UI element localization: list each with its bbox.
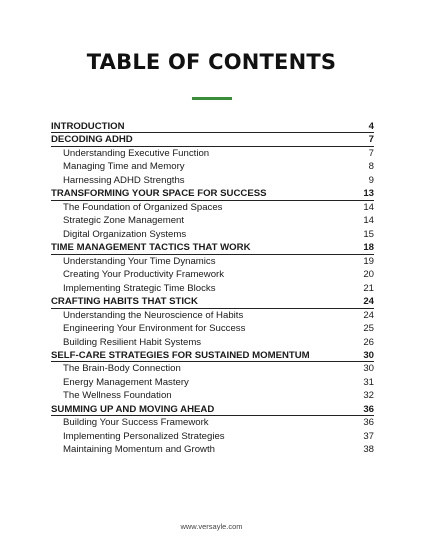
toc-entry-label: DECODING ADHD [51,134,133,146]
toc-page-number: 25 [363,323,374,335]
toc-entry-label: SUMMING UP AND MOVING AHEAD [51,403,215,415]
toc-section-row[interactable] [51,416,374,429]
toc-section-row[interactable] [51,160,374,173]
toc-section-row[interactable] [51,228,374,241]
toc-page-number: 14 [363,215,374,227]
toc-page-number: 13 [363,188,374,200]
toc-section-row[interactable] [51,336,374,349]
toc-page-number: 7 [368,147,374,159]
toc-section-row[interactable] [51,443,374,456]
toc-entry-label: Harnessing ADHD Strengths [63,174,185,186]
toc-entry-label: The Foundation of Organized Spaces [63,201,223,213]
toc-entry-label: Engineering Your Environment for Success [63,323,246,335]
toc-section-row[interactable] [51,362,374,375]
toc-entry-label: Creating Your Productivity Framework [63,269,225,281]
toc-page-number: 30 [363,349,374,361]
toc-section-row[interactable] [51,214,374,227]
toc-chapter-row[interactable] [51,241,374,254]
toc-page-number: 36 [363,417,374,429]
toc-page-number: 31 [363,376,374,388]
toc-chapter-row[interactable] [51,295,374,308]
toc-page-number: 36 [363,403,374,415]
toc-page-number: 24 [363,296,374,308]
toc-page-number: 8 [368,161,374,173]
toc-page-number: 38 [363,444,374,456]
toc-page-number: 9 [368,174,374,186]
toc-section-row[interactable] [51,174,374,187]
toc-section-row[interactable] [51,268,374,281]
toc-chapter-row[interactable] [51,349,374,362]
toc-chapter-row[interactable] [51,133,374,146]
page-title: TABLE OF CONTENTS [86,50,337,74]
toc-entry-label: Building Resilient Habit Systems [63,336,202,348]
toc-entry-label: Digital Organization Systems [63,228,187,240]
toc-section-row[interactable] [51,389,374,402]
toc-section-row[interactable] [51,282,374,295]
toc-page-number: 18 [363,242,374,254]
toc-section-row[interactable] [51,430,374,443]
toc-entry-label: Strategic Zone Management [63,215,185,227]
toc-section-row[interactable] [51,376,374,389]
toc-page-number: 19 [363,255,374,267]
toc-section-row[interactable] [51,201,374,214]
toc-chapter-row[interactable] [51,403,374,416]
toc-page-number: 24 [363,309,374,321]
toc-entry-label: CRAFTING HABITS THAT STICK [51,296,198,308]
table-of-contents [51,120,374,457]
toc-page-number: 7 [368,134,374,146]
toc-page-number: 32 [363,390,374,402]
toc-page-number: 37 [363,430,374,442]
toc-entry-label: SELF-CARE STRATEGIES FOR SUSTAINED MOMENTUM [51,349,310,361]
toc-page-number: 20 [363,269,374,281]
toc-page-number: 30 [363,363,374,375]
toc-section-row[interactable] [51,309,374,322]
toc-entry-label: Understanding the Neuroscience of Habits [63,309,244,321]
toc-chapter-row[interactable] [51,120,374,133]
toc-entry-label: The Wellness Foundation [63,390,172,402]
toc-page-number: 15 [363,228,374,240]
toc-entry-label: Maintaining Momentum and Growth [63,444,215,456]
toc-page-number: 21 [363,282,374,294]
footer-website: www.versayle.com [180,522,243,531]
toc-section-row[interactable] [51,322,374,335]
toc-entry-label: Understanding Executive Function [63,147,210,159]
toc-page-number: 26 [363,336,374,348]
toc-entry-label: Energy Management Mastery [63,376,189,388]
toc-entry-label: INTRODUCTION [51,121,125,132]
toc-page-number: 14 [363,201,374,213]
toc-entry-label: The Brain-Body Connection [63,363,181,375]
toc-page-number: 4 [368,121,374,132]
toc-entry-label: Understanding Your Time Dynamics [63,255,216,267]
toc-chapter-row[interactable] [51,187,374,200]
toc-entry-label: TRANSFORMING YOUR SPACE FOR SUCCESS [51,188,267,200]
toc-section-row[interactable] [51,147,374,160]
toc-entry-label: Implementing Personalized Strategies [63,430,225,442]
title-accent-rule [192,97,232,100]
toc-entry-label: Building Your Success Framework [63,417,209,429]
toc-entry-label: Managing Time and Memory [63,161,185,173]
toc-section-row[interactable] [51,255,374,268]
toc-entry-label: TIME MANAGEMENT TACTICS THAT WORK [51,242,251,254]
toc-entry-label: Implementing Strategic Time Blocks [63,282,216,294]
